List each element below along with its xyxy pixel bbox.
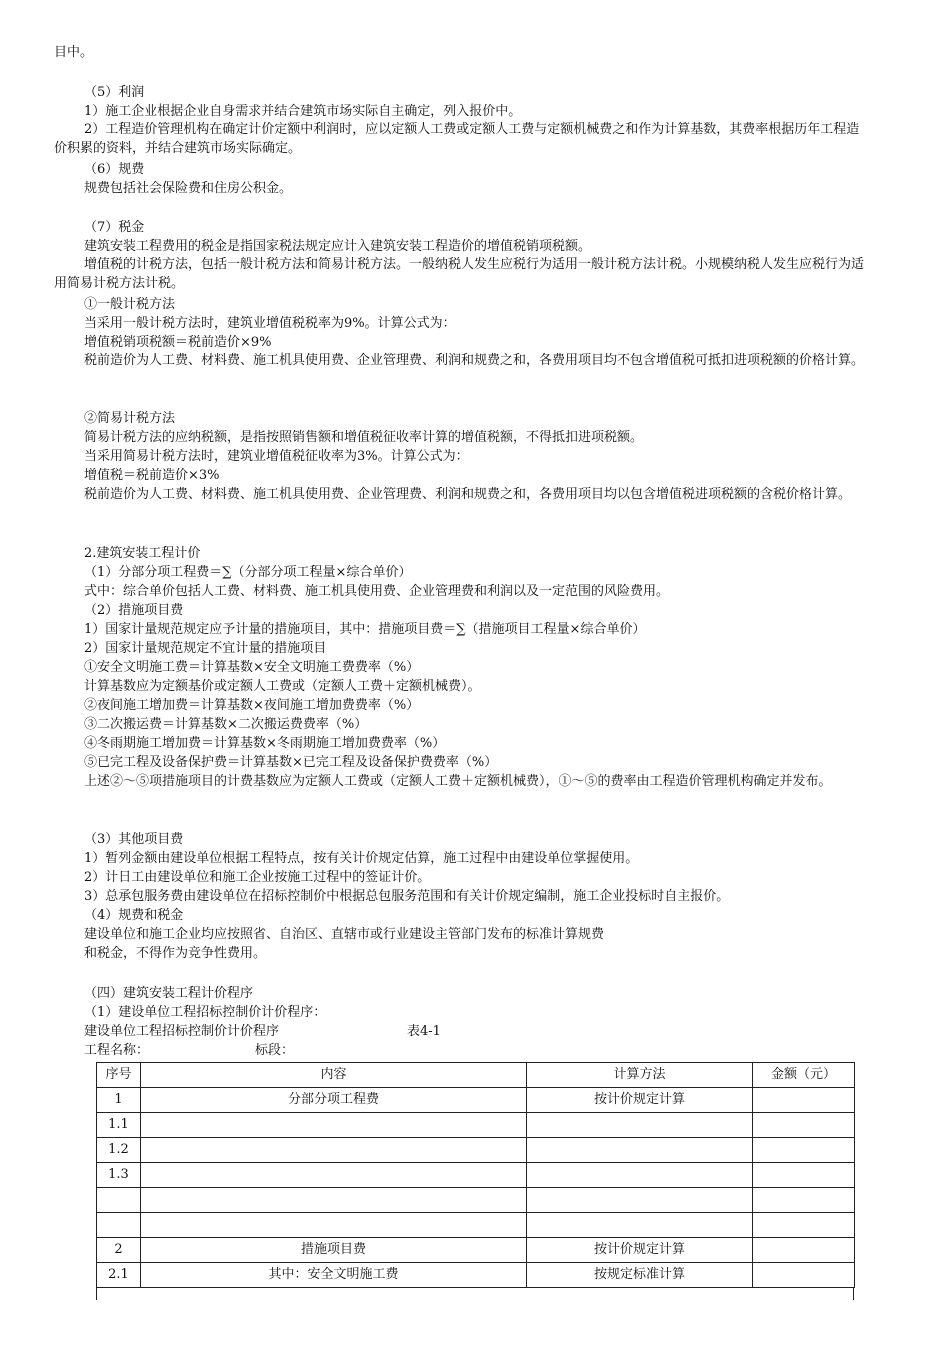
header-cell: 金额（元）: [753, 1063, 855, 1088]
table-cell: [141, 1113, 527, 1138]
text-line: 2）计日工由建设单位和施工企业按施工过程中的签证计价。: [84, 870, 431, 885]
table-cell: [753, 1238, 855, 1263]
formula-line: ②夜间施工增加费＝计算基数×夜间施工增加费费率（%）: [84, 698, 420, 713]
project-name-label: 工程名称：: [84, 1043, 150, 1058]
paragraph: 2）工程造价管理机构在确定计价定额中利润时，应以定额人工费或定额人工费与定额机械费之和作为计算基数，其费率根据历年工程造价积累的资料，并结合建筑市场实际确定。: [54, 122, 860, 156]
paragraph: 上述②～⑤项措施项目的计费基数应为定额人工费或（定额人工费＋定额机械费），①～⑤的费率由工程造价管理机构确定并发布。: [84, 774, 832, 789]
table-cell: 2.1: [97, 1263, 141, 1288]
text-line: 当采用一般计税方法时，建筑业增值税税率为9%。计算公式为：: [84, 316, 456, 331]
formula-line: ④冬雨期施工增加费＝计算基数×冬雨期施工增加费费率（%）: [84, 736, 446, 751]
text-line: 当采用简易计税方法时，建筑业增值税征收率为3%。计算公式为：: [84, 449, 469, 464]
table-row: [97, 1188, 855, 1213]
table-row: [97, 1238, 855, 1263]
table-cell: [527, 1138, 753, 1163]
formula-line: ①安全文明施工费＝计算基数×安全文明施工费费率（%）: [84, 660, 420, 675]
table-cell: [753, 1113, 855, 1138]
formula-line: ③二次搬运费＝计算基数×二次搬运费费率（%）: [84, 717, 368, 732]
header-cell: 内容: [141, 1063, 527, 1088]
text-line: （1）建设单位工程招标控制价计价程序：: [84, 1005, 327, 1020]
formula-line: （1）分部分项工程费＝∑（分部分项工程量×综合单价）: [84, 565, 412, 580]
table-cell: [753, 1138, 855, 1163]
table-cell: 按规定标准计算: [527, 1263, 753, 1288]
table-cell: [141, 1188, 527, 1213]
table-cell: [527, 1113, 753, 1138]
table-cell: [753, 1213, 855, 1238]
paragraph: 税前造价为人工费、材料费、施工机具使用费、企业管理费、利润和规费之和，各费用项目均以包含增值税进项税额的含税价格计算。: [84, 487, 852, 502]
formula-line: 增值税销项税额＝税前造价×9%: [84, 335, 272, 350]
table-cell: [527, 1188, 753, 1213]
text-line: 3）总承包服务费由建设单位在招标控制价中根据总包服务范围和有关计价规定编制，施工企业投标时自主报价。: [84, 889, 730, 904]
text-line: 式中：综合单价包括人工费、材料费、施工机具使用费、企业管理费和利润以及一定范围的风险费用。: [84, 584, 670, 599]
table-row: [97, 1213, 855, 1238]
subsection-heading: ②简易计税方法: [84, 411, 176, 426]
text-line: 1）施工企业根据企业自身需求并结合建筑市场实际自主确定，列入报价中。: [84, 104, 522, 119]
table-number: 表4-1: [407, 1024, 441, 1039]
text-line: 建设单位和施工企业均应按照省、自治区、直辖市或行业建设主管部门发布的标准计算规费: [84, 927, 605, 942]
table-cell: 1: [97, 1088, 141, 1113]
table-continuation-line: [96, 1288, 97, 1300]
table-cell: 分部分项工程费: [141, 1088, 527, 1113]
table-continuation-line: [853, 1288, 854, 1300]
table-cell: 措施项目费: [141, 1238, 527, 1263]
formula-line: 增值税＝税前造价×3%: [84, 468, 220, 483]
table-cell: [97, 1213, 141, 1238]
text-line: 2）国家计量规范规定不宜计量的措施项目: [84, 641, 327, 656]
section-heading: （5）利润: [84, 85, 145, 100]
table-header-row: [97, 1063, 855, 1088]
table-cell: 1.3: [97, 1163, 141, 1188]
section-heading: （6）规费: [84, 162, 145, 177]
table-title: 建设单位工程招标控制价计价程序: [84, 1024, 280, 1039]
table-row: [97, 1088, 855, 1113]
section-label: 标段：: [255, 1043, 295, 1058]
table-cell: 1.2: [97, 1138, 141, 1163]
text-line: 建筑安装工程费用的税金是指国家税法规定应计入建筑安装工程造价的增值税销项税额。: [84, 239, 592, 254]
table-cell: 按计价规定计算: [527, 1088, 753, 1113]
formula-line: 1）国家计量规范规定应予计量的措施项目，其中：措施项目费＝∑（措施项目工程量×综合单价）: [84, 622, 646, 637]
table-cell: [753, 1163, 855, 1188]
section-heading: （7）税金: [84, 220, 145, 235]
table-cell: [527, 1213, 753, 1238]
table-cell: 按计价规定计算: [527, 1238, 753, 1263]
section-heading: （四）建筑安装工程计价程序: [84, 986, 254, 1001]
text-line: 和税金，不得作为竞争性费用。: [84, 946, 267, 961]
table-row: [97, 1113, 855, 1138]
table-cell: [753, 1088, 855, 1113]
header-cell: 计算方法: [527, 1063, 753, 1088]
text-line: 规费包括社会保险费和住房公积金。: [84, 181, 293, 196]
table-cell: 1.1: [97, 1113, 141, 1138]
table-row: [97, 1138, 855, 1163]
table-cell: [527, 1163, 753, 1188]
table-cell: 其中：安全文明施工费: [141, 1263, 527, 1288]
table-row: [97, 1263, 855, 1288]
formula-line: ⑤已完工程及设备保护费＝计算基数×已完工程及设备保护费费率（%）: [84, 755, 498, 770]
table-cell: [141, 1213, 527, 1238]
text-line: 计算基数应为定额基价或定额人工费或（定额人工费＋定额机械费）。: [84, 679, 481, 694]
table-row: [97, 1163, 855, 1188]
section-heading: （2）措施项目费: [84, 603, 184, 618]
table-cell: [141, 1138, 527, 1163]
paragraph: 税前造价为人工费、材料费、施工机具使用费、企业管理费、利润和规费之和，各费用项目均不包含增值税可抵扣进项税额的价格计算。: [84, 353, 865, 368]
table-cell: 2: [97, 1238, 141, 1263]
paragraph: 增值税的计税方法，包括一般计税方法和简易计税方法。一般纳税人发生应税行为适用一般计税方法计税。小规模纳税人发生应税行为适用简易计税方法计税。: [54, 257, 865, 291]
table-cell: [753, 1188, 855, 1213]
table-cell: [141, 1163, 527, 1188]
table-cell: [97, 1188, 141, 1213]
text-line: 1）暂列金额由建设单位根据工程特点，按有关计价规定估算，施工过程中由建设单位掌握使用。: [84, 851, 639, 866]
table-cell: [753, 1263, 855, 1288]
text-line: 简易计税方法的应纳税额，是指按照销售额和增值税征收率计算的增值税额，不得抵扣进项税额。: [84, 430, 644, 445]
pricing-procedure-table: [96, 1062, 855, 1288]
text-line: 目中。: [54, 45, 94, 60]
subsection-heading: ①一般计税方法: [84, 297, 176, 312]
header-cell: 序号: [97, 1063, 141, 1088]
section-heading: 2.建筑安装工程计价: [84, 546, 201, 561]
section-heading: （4）规费和税金: [84, 908, 184, 923]
section-heading: （3）其他项目费: [84, 832, 184, 847]
